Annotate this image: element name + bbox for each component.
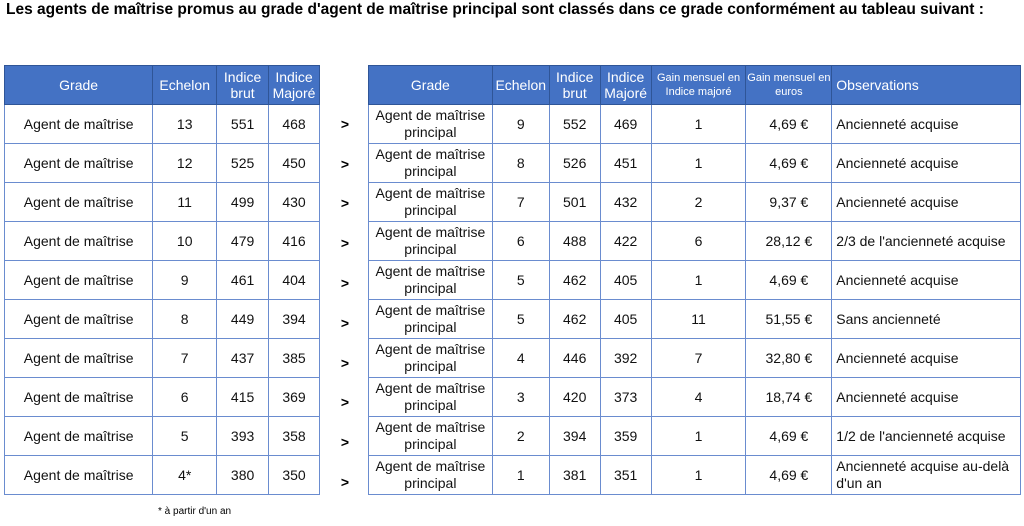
cell-grade: Agent de maîtrise principal [369,105,493,144]
cell-gain-euros: 4,69 € [746,417,832,456]
table-row [5,261,320,300]
cell-indice-majore: 468 [269,105,320,144]
cell-gain-euros: 4,69 € [746,144,832,183]
cell-echelon: 5 [492,261,549,300]
cell-gain-euros: 32,80 € [746,339,832,378]
cell-grade: Agent de maîtrise [5,300,153,339]
right-table-body [369,105,1021,495]
cell-indice-brut: 551 [217,105,269,144]
table-row [369,339,1021,378]
cell-echelon: 8 [153,300,217,339]
cell-gain-indice: 7 [651,339,746,378]
table-row [369,105,1021,144]
cell-indice-majore: 422 [600,222,651,261]
cell-echelon: 5 [153,417,217,456]
cell-observations: Ancienneté acquise [832,183,1021,222]
arrow-right-icon: > [340,394,350,411]
cell-grade: Agent de maîtrise [5,222,153,261]
cell-gain-indice: 4 [651,378,746,417]
header-observations: Observations [832,66,1021,105]
header-indice-brut: Indice brut [549,66,600,105]
cell-grade: Agent de maîtrise [5,105,153,144]
cell-indice-majore: 394 [269,300,320,339]
cell-indice-majore: 451 [600,144,651,183]
table-row [5,378,320,417]
cell-gain-euros: 4,69 € [746,456,832,495]
cell-indice-brut: 393 [217,417,269,456]
cell-indice-majore: 358 [269,417,320,456]
cell-echelon: 6 [153,378,217,417]
cell-echelon: 7 [492,183,549,222]
table-row [369,222,1021,261]
cell-indice-majore: 405 [600,261,651,300]
cell-gain-indice: 2 [651,183,746,222]
header-echelon: Echelon [492,66,549,105]
cell-indice-majore: 351 [600,456,651,495]
header-indice-brut: Indice brut [217,66,269,105]
cell-echelon: 3 [492,378,549,417]
table-row [369,417,1021,456]
arrow-right-icon: > [340,434,350,451]
cell-indice-majore: 373 [600,378,651,417]
cell-grade: Agent de maîtrise principal [369,183,493,222]
cell-gain-euros: 4,69 € [746,261,832,300]
arrow-right-icon: > [340,474,350,491]
cell-indice-brut: 552 [549,105,600,144]
cell-observations: Ancienneté acquise [832,261,1021,300]
cell-echelon: 9 [153,261,217,300]
cell-indice-brut: 449 [217,300,269,339]
right-table-header-row [369,66,1021,105]
cell-indice-brut: 437 [217,339,269,378]
cell-gain-euros: 28,12 € [746,222,832,261]
cell-indice-majore: 369 [269,378,320,417]
header-grade: Grade [369,66,493,105]
cell-echelon: 4* [153,456,217,495]
cell-observations: Ancienneté acquise [832,105,1021,144]
cell-observations: 2/3 de l'ancienneté acquise [832,222,1021,261]
table-row [369,261,1021,300]
cell-indice-majore: 450 [269,144,320,183]
table-row [369,378,1021,417]
cell-indice-majore: 405 [600,300,651,339]
cell-gain-indice: 1 [651,456,746,495]
cell-echelon: 10 [153,222,217,261]
cell-indice-majore: 350 [269,456,320,495]
left-table-current-grade [4,65,320,495]
right-table-new-grade [368,65,1021,495]
cell-indice-majore: 404 [269,261,320,300]
arrow-column [336,104,354,502]
cell-echelon: 12 [153,144,217,183]
cell-echelon: 7 [153,339,217,378]
cell-gain-euros: 9,37 € [746,183,832,222]
cell-observations: Ancienneté acquise [832,378,1021,417]
cell-grade: Agent de maîtrise [5,183,153,222]
header-grade: Grade [5,66,153,105]
header-gain-indice: Gain mensuel en Indice majoré [651,66,746,105]
header-echelon: Echelon [153,66,217,105]
cell-observations: 1/2 de l'ancienneté acquise [832,417,1021,456]
arrow-right-icon: > [340,195,350,212]
cell-grade: Agent de maîtrise [5,261,153,300]
table-row [5,222,320,261]
cell-gain-indice: 1 [651,417,746,456]
table-row [5,183,320,222]
table-row [5,456,320,495]
cell-grade: Agent de maîtrise principal [369,261,493,300]
cell-observations: Sans ancienneté [832,300,1021,339]
cell-grade: Agent de maîtrise principal [369,300,493,339]
cell-indice-majore: 469 [600,105,651,144]
table-row [5,105,320,144]
cell-grade: Agent de maîtrise principal [369,417,493,456]
header-gain-euros: Gain mensuel en euros [746,66,832,105]
cell-gain-euros: 4,69 € [746,105,832,144]
page-title: Les agents de maîtrise promus au grade d'agent de maîtrise principal sont classés dans ce grade conformément au tableau suivant : [6,1,984,18]
cell-gain-indice: 1 [651,144,746,183]
cell-echelon: 11 [153,183,217,222]
cell-indice-majore: 385 [269,339,320,378]
cell-echelon: 5 [492,300,549,339]
arrow-right-icon: > [340,235,350,252]
cell-echelon: 9 [492,105,549,144]
header-indice-majore: Indice Majoré [600,66,651,105]
cell-echelon: 2 [492,417,549,456]
cell-gain-indice: 1 [651,105,746,144]
table-row [369,456,1021,495]
table-row [5,300,320,339]
cell-indice-brut: 461 [217,261,269,300]
arrow-right-icon: > [340,354,350,371]
cell-indice-brut: 526 [549,144,600,183]
cell-indice-majore: 432 [600,183,651,222]
cell-gain-indice: 11 [651,300,746,339]
cell-indice-brut: 501 [549,183,600,222]
cell-indice-majore: 392 [600,339,651,378]
cell-indice-brut: 462 [549,261,600,300]
cell-indice-brut: 380 [217,456,269,495]
left-table-header-row [5,66,320,105]
cell-observations: Ancienneté acquise au-delà d'un an [832,456,1021,495]
cell-grade: Agent de maîtrise principal [369,456,493,495]
cell-echelon: 8 [492,144,549,183]
cell-grade: Agent de maîtrise principal [369,144,493,183]
cell-grade: Agent de maîtrise principal [369,222,493,261]
cell-grade: Agent de maîtrise [5,456,153,495]
cell-grade: Agent de maîtrise principal [369,378,493,417]
table-row [5,417,320,456]
table-row [369,144,1021,183]
footnote: * à partir d'un an [158,506,232,517]
cell-observations: Ancienneté acquise [832,144,1021,183]
cell-indice-brut: 415 [217,378,269,417]
arrow-right-icon: > [340,275,350,292]
cell-indice-brut: 420 [549,378,600,417]
cell-indice-brut: 446 [549,339,600,378]
table-row [5,144,320,183]
cell-grade: Agent de maîtrise [5,417,153,456]
arrow-right-icon: > [340,115,350,132]
cell-observations: Ancienneté acquise [832,339,1021,378]
cell-indice-brut: 499 [217,183,269,222]
cell-indice-majore: 416 [269,222,320,261]
cell-grade: Agent de maîtrise principal [369,339,493,378]
cell-grade: Agent de maîtrise [5,144,153,183]
left-table-body [5,105,320,495]
header-indice-majore: Indice Majoré [269,66,320,105]
cell-indice-brut: 462 [549,300,600,339]
cell-echelon: 4 [492,339,549,378]
cell-indice-majore: 430 [269,183,320,222]
cell-indice-brut: 525 [217,144,269,183]
cell-echelon: 1 [492,456,549,495]
table-row [369,300,1021,339]
table-row [5,339,320,378]
cell-grade: Agent de maîtrise [5,378,153,417]
cell-indice-brut: 488 [549,222,600,261]
cell-gain-euros: 51,55 € [746,300,832,339]
arrow-right-icon: > [340,155,350,172]
arrow-right-icon: > [340,314,350,331]
cell-indice-majore: 359 [600,417,651,456]
table-row [369,183,1021,222]
cell-indice-brut: 394 [549,417,600,456]
cell-echelon: 6 [492,222,549,261]
cell-indice-brut: 381 [549,456,600,495]
cell-gain-indice: 6 [651,222,746,261]
cell-gain-euros: 18,74 € [746,378,832,417]
cell-gain-indice: 1 [651,261,746,300]
cell-indice-brut: 479 [217,222,269,261]
cell-echelon: 13 [153,105,217,144]
cell-grade: Agent de maîtrise [5,339,153,378]
